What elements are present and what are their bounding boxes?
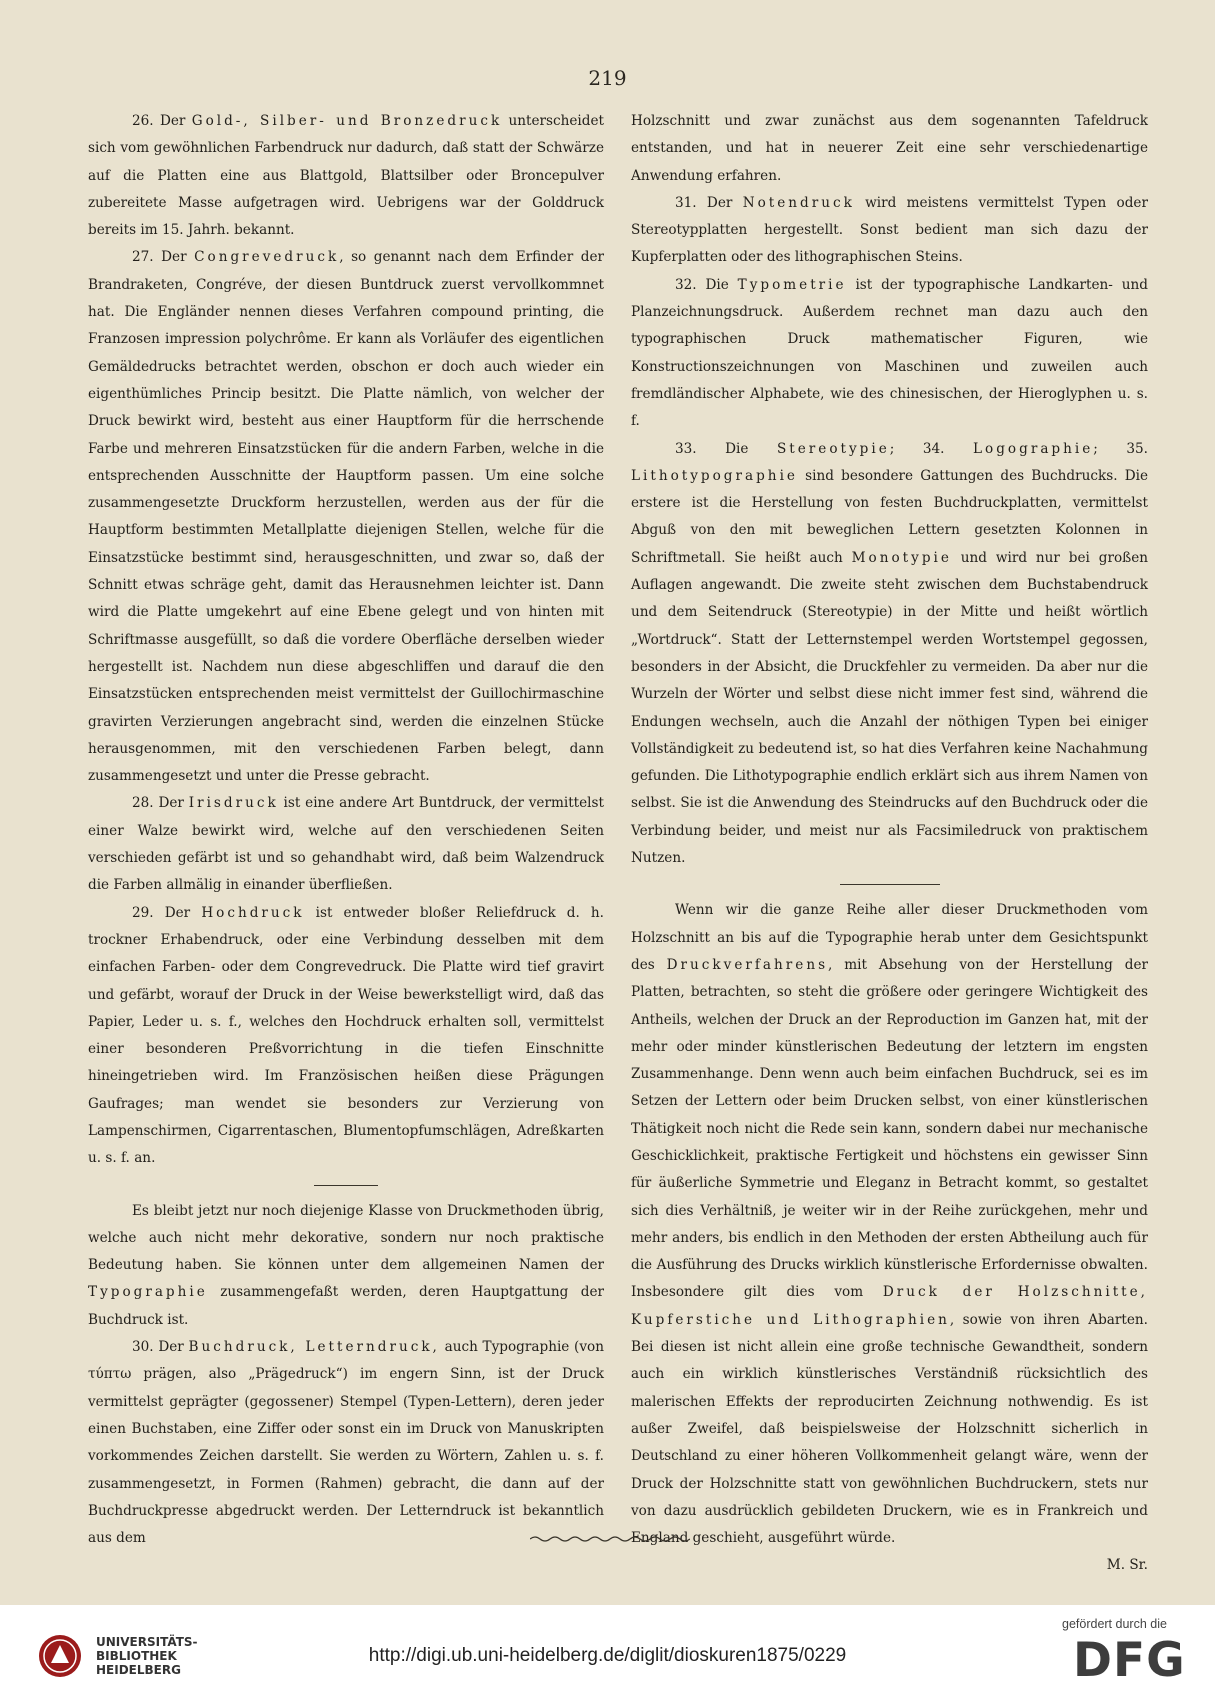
paragraph-28: 28. Der Irisdruck ist eine andere Art Buntdruck, der vermittelst einer Walze bewirkt wird, welche auf den verschiedenen Seiten verschieden gefärbt ist und so gehandhabt wird, daß beim Walzendruck die Farben allmälig in einander überfließen. [88, 795, 604, 894]
term-stereotypie: Stereotypie [776, 440, 890, 457]
paragraph-32: 32. Die Typometrie ist der typographische Landkarten- und Planzeichnungsdruck. Außerdem rechnet man dazu auch den typographischen Druck mathematischer Figuren, wie Konstructionszeichnungen von Maschinen und zuweilen auch fremdländischer Alphabete, wie des chinesischen, der Hieroglyphen u. s. f. [631, 276, 1148, 430]
paragraph-31: 31. Der Notendruck wird meistens vermittelst Typen oder Stereotypplatten hergestellt. Sonst bedient man sich dazu der Kupferplatten oder des lithographischen Steins. [631, 194, 1148, 266]
left-column [88, 108, 604, 1552]
paragraph-30: 30. Der Buchdruck, Letterndruck, auch Typographie (von τύπτω prägen, also „Prägedruck“) im engern Sinn, ist der Druck vermittelst geprägter (gegossener) Stempel (Typen-Lettern), deren jeder einen Buchstaben, eine Ziffer oder sonst ein im Druck von Manuskripten vorkommendes Zeichen darstellt. Sie werden zu Wörtern, Zahlen u. s. f. zusammengesetzt, in Formen (Rahmen) gebracht, die dann auf der Buchdruckpresse abgedruckt werden. Der Letterndruck ist bekanntlich aus dem [88, 1339, 604, 1547]
term-lithotypographie: Lithotypographie [631, 467, 798, 484]
term-golddruck: Gold-, Silber- und Bronzedruck [191, 113, 503, 129]
sponsor-caption: gefördert durch die [1062, 1617, 1167, 1631]
paragraph-26: 26. Der Gold-, Silber- und Bronzedruck unterscheidet sich vom gewöhnlichen Farbendruck nur dadurch, daß statt der Schwärze auf die Platten eine aus Blattgold, Blattsilber oder Broncepulver zubereitete Masse aufgetragen wird. Uebrigens war der Golddruck bereits im 15. Jahrh. bekannt. [88, 113, 604, 239]
term-druckverfahrens: Druckverfahrens [666, 956, 829, 973]
term-congrevedruck: Congrevedruck [194, 249, 340, 266]
term-typometrie: Typometrie [737, 276, 847, 293]
paragraph-33-35: 33. Die Stereotypie; 34. Logographie; 35. Lithotypographie sind besondere Gattungen des Buchdrucks. Die erstere ist die Herstellung von festen Buchdruckplatten, vermittelst Abguß von den mit beweglichen Lettern gesetzten Kolonnen in Schriftmetall. Sie heißt auch Monotypie und wird nur bei großen Auflagen angewandt. Die zweite steht zwischen dem Buchstabendruck und dem Seitendruck (Stereotypie) in der Mitte und heißt wörtlich „Wortdruck“. Statt der Letternstempel werden Wortstempel gegossen, besonders in der Absicht, die Druckfehler zu vermeiden. Da aber nur die Wurzeln der Wörter und selbst diese nicht immer fest sind, während die Endungen wechseln, auch die Anzahl der nöthigen Typen bei einiger Vollständigkeit zu bedeutend ist, so hat dies Verfahren keine Nachahmung gefunden. Die Lithotypographie endlich erklärt sich aus ihrem Namen von selbst. Sie ist die Anwendung des Steindrucks auf den Buchdruck oder die Verbindung beider, und meist nur als Facsimiledruck von praktischem Nutzen. [631, 440, 1149, 867]
term-logographie: Logographie [973, 440, 1094, 457]
page-number: 219 [588, 66, 627, 90]
permalink-url[interactable]: http://digi.ub.uni-heidelberg.de/diglit/dioskuren1875/0229 [368, 1645, 847, 1666]
paragraph-27: 27. Der Congrevedruck, so genannt nach dem Erfinder der Brandraketen, Congréve, der diesen Buntdruck zuerst vervollkommnet hat. Die Engländer nennen dieses Verfahren compound printing, die Franzosen impression polychrôme. Er kann als Vorläufer des eigentlichen Gemäldedrucks betrachtet werden, obschon er doch auch wieder ein eigenthümliches Princip besitzt. Die Platte nämlich, von welcher der Druck bewirkt wird, besteht aus einer Hauptform für die herrschende Farbe und mehreren Einsatzstücken für die andern Farben, welche in die entsprechenden Ausschnitte der Hauptform passen. Um eine solche zusammengesetzte Druckform herzustellen, werden aus der für die Hauptform bestimmten Metallplatte diejenigen Stellen, welche für die Einsatzstücke bestimmt sind, herausgeschnitten, und zwar so, daß der Schnitt etwas schräge geht, damit das Herausnehmen leichter ist. Dann wird die Platte umgekehrt auf eine Ebene gelegt und von hinten mit Schriftmasse ausgefüllt, so daß die vordere Oberfläche derselben wieder hergestellt ist. Nachdem nun diese abgeschliffen und darauf die den Einsatzstücken entsprechenden meist vermittelst der Guillochirmaschine gravirten Verzierungen angebracht sind, werden die einzelnen Stücke herausgenommen, mit den verschiedenen Farben belegt, dann zusammengesetzt und unter die Presse gebracht. [88, 249, 604, 785]
term-buchdruck: Buchdruck, Letterndruck, [188, 1339, 440, 1356]
section-divider [314, 1185, 378, 1186]
footer-bar [0, 1605, 1215, 1703]
section-divider [840, 884, 940, 885]
dfg-logo: DFG [1073, 1633, 1186, 1688]
right-column [631, 108, 1148, 1580]
paragraph-typographie-intro: Es bleibt jetzt nur noch diejenige Klasse von Druckmethoden übrig, welche auch nicht mehr dekorative, sondern nur noch praktische Bedeutung haben. Sie können unter dem allgemeinen Namen der Typographie zusammengefaßt werden, deren Hauptgattung der Buchdruck ist. [88, 1202, 604, 1328]
term-irisdruck: Irisdruck [188, 795, 279, 812]
term-druck-der-holzschnitte: Druck der Holzschnitte, Kupferstiche und Lithographien [631, 1284, 1148, 1328]
paragraph-closing: Wenn wir die ganze Reihe aller dieser Druckmethoden vom Holzschnitt an bis auf die Typographie herab unter dem Gesichtspunkt des Druckverfahrens, mit Absehung von der Herstellung der Platten, betrachten, so steht die größere oder geringere Wichtigkeit des Antheils, welchen der Druck an der Reproduction im Ganzen hat, mit der mehr oder minder künstlerischen Bedeutung der letztern im engsten Zusammenhange. Denn wenn auch beim einfachen Buchdruck, sei es im Setzen der Lettern oder beim Drucken selbst, von einer künstlerischen Thätigkeit noch nicht die Rede sein kann, sondern dabei nur mechanische Geschicklichkeit, praktische Fertigkeit und höchstens ein gewisser Sinn für äußerliche Symmetrie und Eleganz in Betracht kommt, so gestaltet sich dies Verhältniß, je weiter wir in der Reihe zurückgehen, mehr und mehr anders, bis endlich in den Methoden der ersten Abtheilung auch für die Ausführung des Drucks wirklich künstlerische Erfordernisse obwalten. Insbesondere gilt dies vom Druck der Holzschnitte, Kupferstiche und Lithographien, sowie von ihren Abarten. Bei diesen ist nicht allein eine große technische Gewandtheit, sondern auch ein wirklich künstlerisches Verständniß rücksichtlich des malerischen Effekts der reproducirten Zeichnung nothwendig. Es ist außer Zweifel, daß beispielsweise der Holzschnitt sicherlich in Deutschland zu einer höheren Vollkommenheit gelangt wäre, wenn der Druck der Holzschnitte statt von gewöhnlichen Buchdruckern, stets nur von dazu ausdrücklich gebildeten Druckern, wie es in Frankreich und England geschieht, ausgeführt würde. [631, 902, 1148, 1547]
paragraph-29: 29. Der Hochdruck ist entweder bloßer Reliefdruck d. h. trockner Erhabendruck, oder eine Verbindung desselben mit dem einfachen Farben- oder dem Congrevedruck. Die Platte wird tief gravirt und gefärbt, worauf der Druck in der Weise bewerkstelligt wird, daß das Papier, Leder u. s. f., welches den Hochdruck erhalten soll, vermittelst einer besonderen Preßvorrichtung in die tiefen Einschnitte hineingetrieben wird. Im Französischen heißen diese Prägungen Gaufrages; man wendet sie besonders zur Verzierung von Lampenschirmen, Cigarrentaschen, Blumentopfumschlägen, Adreßkarten u. s. f. an. [88, 904, 605, 1167]
term-notendruck: Notendruck [742, 194, 855, 211]
term-hochdruck: Hochdruck [201, 904, 305, 921]
paragraph-30-continued: Holzschnitt und zwar zunächst aus dem sogenannten Tafeldruck entstanden, und hat in neuerer Zeit eine sehr verschiedenartige Anwendung erfahren. [631, 113, 1148, 184]
term-typographie: Typographie [88, 1284, 208, 1301]
author-signature: M. Sr. [1106, 1557, 1148, 1574]
term-monotypie: Monotypie [851, 549, 952, 566]
library-logo-text: UNIVERSITÄTS- BIBLIOTHEK HEIDELBERG [96, 1635, 198, 1677]
decorative-wavy-rule [530, 1535, 690, 1543]
